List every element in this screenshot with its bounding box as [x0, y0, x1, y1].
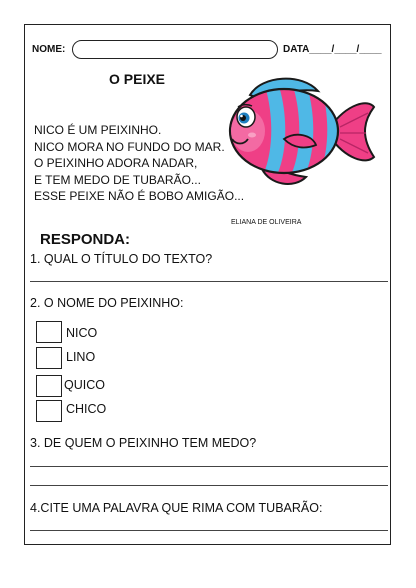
- answer-line-1[interactable]: [30, 281, 388, 282]
- date-field[interactable]: DATA____/____/____: [283, 44, 382, 55]
- story-line: E TEM MEDO DE TUBARÃO...: [34, 172, 201, 187]
- story-line: ESSE PEIXE NÃO É BOBO AMIGÃO...: [34, 189, 245, 203]
- option-label-lino: LINO: [66, 350, 96, 364]
- option-checkbox-lino[interactable]: [36, 347, 62, 369]
- option-label-quico: QUICO: [64, 378, 105, 392]
- option-label-nico: NICO: [66, 326, 98, 340]
- fish-icon: [222, 73, 378, 195]
- option-checkbox-nico[interactable]: [36, 321, 62, 343]
- question-2: 2. O NOME DO PEIXINHO:: [30, 296, 184, 310]
- story-line: O PEIXINHO ADORA NADAR,: [34, 156, 198, 170]
- name-field[interactable]: [72, 40, 278, 59]
- answer-line-4[interactable]: [30, 530, 388, 531]
- answer-line-3a[interactable]: [30, 466, 388, 467]
- respond-heading: RESPONDA:: [40, 231, 131, 248]
- question-3: 3. DE QUEM O PEIXINHO TEM MEDO?: [30, 436, 257, 450]
- story-text: [34, 122, 244, 205]
- worksheet: [24, 24, 391, 545]
- option-checkbox-quico[interactable]: [36, 375, 62, 397]
- answer-line-3b[interactable]: [30, 485, 388, 486]
- question-1: 1. QUAL O TÍTULO DO TEXTO?: [30, 252, 213, 266]
- question-4: 4.CITE UMA PALAVRA QUE RIMA COM TUBARÃO:: [30, 501, 323, 515]
- text-title: O PEIXE: [109, 71, 166, 87]
- story-line: NICO MORA NO FUNDO DO MAR.: [34, 139, 225, 154]
- story-line: NICO É UM PEIXINHO.: [34, 123, 162, 137]
- option-label-chico: CHICO: [66, 402, 107, 416]
- option-checkbox-chico[interactable]: [36, 400, 62, 422]
- author-credit: ELIANA DE OLIVEIRA: [231, 219, 302, 226]
- name-label: NOME:: [32, 44, 66, 55]
